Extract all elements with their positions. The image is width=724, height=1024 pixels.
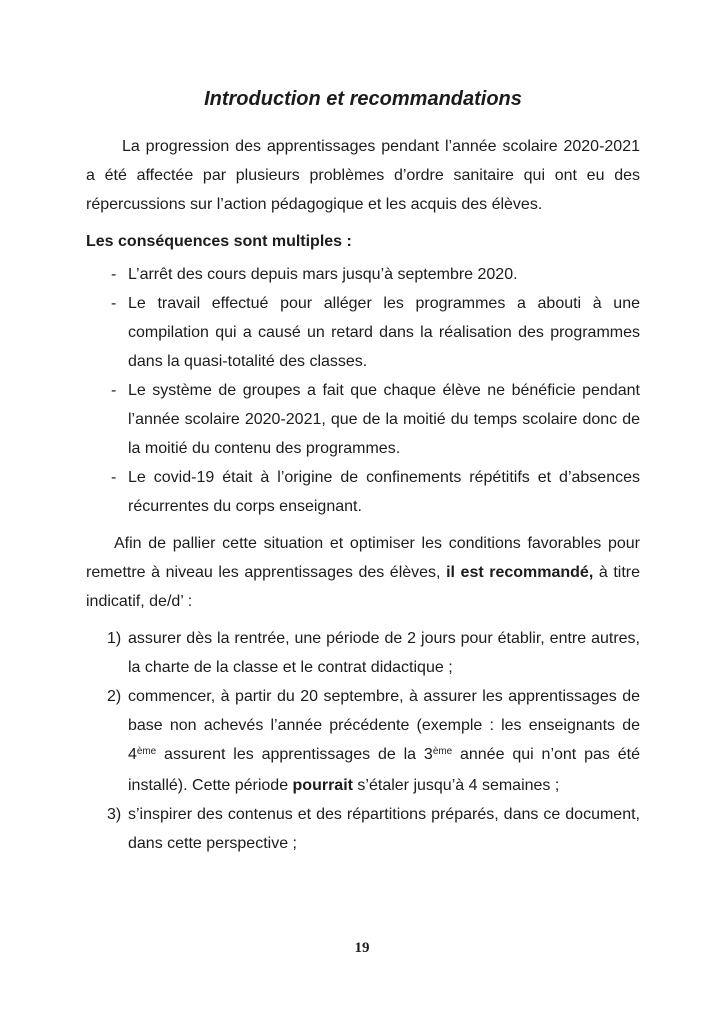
page-title: Introduction et recommandations: [204, 88, 522, 110]
text-run: L’arrêt des cours depuis mars jusqu’à septembre 2020.: [128, 266, 518, 283]
text-run: Le travail effectué pour alléger les programmes a abouti à une compilation qui a causé un retard dans la réalisation des programmes dans la quasi-totalité des classes.: [128, 295, 640, 370]
list-item-marker: 2): [107, 688, 122, 705]
list-item: [107, 624, 640, 682]
consequences-list: [86, 260, 640, 521]
list-item: [128, 260, 640, 289]
text-run: Le covid-19 était à l’origine de confinements répétitifs et d’absences récurrentes du corps enseignant.: [128, 469, 640, 515]
list-item: [107, 682, 641, 800]
text-run: année qui n’ont pas été installé). Cette période: [128, 746, 641, 794]
bold-text: pourrait: [292, 777, 353, 794]
consequences-heading: Les conséquences sont multiples :: [86, 233, 352, 250]
page-number: 19: [354, 940, 370, 956]
intro-paragraph: [86, 132, 640, 219]
text-run: à titre indicatif, de/d’ :: [86, 564, 640, 610]
bold-text: il est recommandé,: [446, 564, 594, 581]
text-run: assurent les apprentissages de la 3: [156, 746, 433, 763]
list-item: [128, 289, 640, 376]
list-item-marker: 1): [107, 630, 122, 647]
recommendations-list: [86, 624, 640, 858]
text-run: Afin de pallier cette situation et optimiser les conditions favorables pour remettre à niveau les apprentissages des élèves,: [86, 535, 640, 581]
text-run: Le système de groupes a fait que chaque élève ne bénéficie pendant l’année scolaire 2020-2021, que de la moitié du temps scolaire donc de la moitié du contenu des programmes.: [128, 382, 640, 457]
list-item: [128, 376, 640, 463]
text-run: La progression des apprentissages pendant l’année scolaire 2020-2021 a été affectée par plusieurs problèmes d’ordre sanitaire qui ont eu des répercussions sur l’action pédagogique et les acquis des élèves.: [86, 138, 640, 213]
text-run: commencer, à partir du 20 septembre, à assurer les apprentissages de base non achevés l’année précédente (exemple : les enseignants de 4: [128, 688, 640, 763]
text-run: assurer dès la rentrée, une période de 2 jours pour établir, entre autres, la charte de la classe et le contrat didactique ;: [128, 630, 640, 676]
list-item: [107, 800, 640, 858]
text-run: s’inspirer des contenus et des répartitions préparés, dans ce document, dans cette perspective ;: [128, 806, 640, 852]
superscript-text: ème: [432, 746, 453, 758]
superscript-text: ème: [136, 746, 157, 758]
recommendation-paragraph: [86, 529, 640, 616]
list-item: [128, 463, 640, 521]
list-item-marker: 3): [107, 806, 122, 823]
text-run: s’étaler jusqu’à 4 semaines ;: [352, 777, 560, 794]
